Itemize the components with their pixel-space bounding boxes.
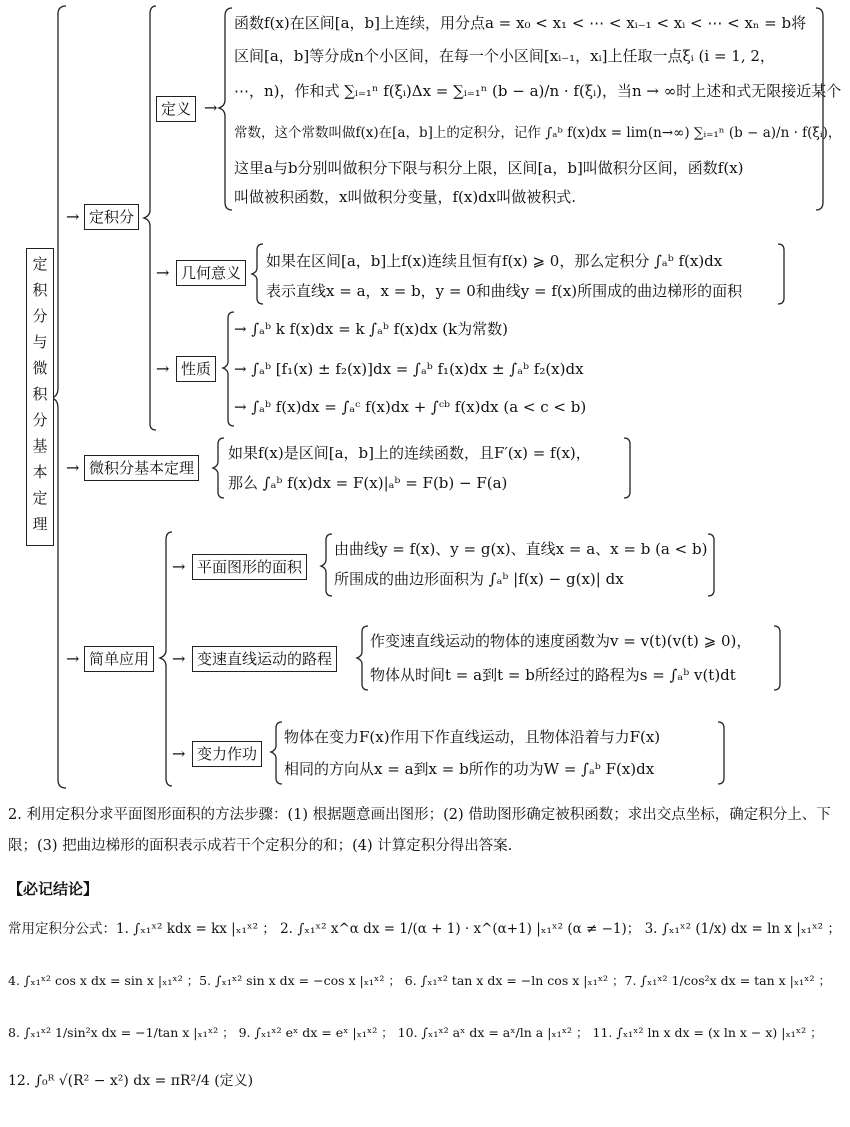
node-fundamental-theorem: 微积分基本定理	[84, 455, 199, 481]
arrow: →	[66, 458, 80, 477]
root-char: 本	[32, 463, 48, 481]
section-title: 【必记结论】	[8, 880, 99, 898]
node-applications: 简单应用	[84, 646, 154, 672]
node-variable-motion: 变速直线运动的路程	[192, 646, 337, 672]
node-geometric-meaning: 几何意义	[176, 260, 246, 286]
property-item: → ∫ₐᵇ k f(x)dx = k ∫ₐᵇ f(x)dx (k为常数)	[234, 320, 509, 338]
geometric-line: 如果在区间[a，b]上f(x)连续且恒有f(x) ⩾ 0，那么定积分 ∫ₐᵇ f(x)dx	[266, 252, 723, 270]
arrow: →	[156, 263, 170, 282]
arrow: →	[172, 649, 186, 668]
node-definition: 定义	[156, 96, 196, 122]
node-definite-integral: 定积分	[84, 204, 139, 230]
arrow: →	[66, 649, 80, 668]
theorem-line: 如果f(x)是区间[a，b]上的连续函数，且F′(x) = f(x)，	[228, 444, 591, 462]
formula-line: 4. ∫ₓ₁ˣ² cos x dx = sin x |ₓ₁ˣ² ；5. ∫ₓ₁ˣ² sin x dx = −cos x |ₓ₁ˣ² ； 6. ∫ₓ₁ˣ² tan x dx = −ln cos x |ₓ₁ˣ² ；7. ∫ₓ₁ˣ² 1/cos²x dx = tan x |ₓ₁ˣ² ；	[8, 973, 831, 988]
theorem-line: 那么 ∫ₐᵇ f(x)dx = F(x)|ₐᵇ = F(b) − F(a)	[228, 474, 508, 492]
property-item: → ∫ₐᵇ f(x)dx = ∫ₐᶜ f(x)dx + ∫ᶜᵇ f(x)dx (a < c < b)	[234, 398, 587, 416]
formula-line: 常用定积分公式：1. ∫ₓ₁ˣ² kdx = kx |ₓ₁ˣ² ； 2. ∫ₓ₁ˣ² x^α dx = 1/(α + 1) · x^(α+1) |ₓ₁ˣ² (α ≠ −1)； 3. ∫ₓ₁ˣ² (1/x) dx = ln x |ₓ₁ˣ² ；	[8, 921, 841, 937]
root-char: 微	[32, 359, 48, 377]
definition-line: 函数f(x)在区间[a，b]上连续，用分点a = x₀ < x₁ < ⋯ < xᵢ₋₁ < xᵢ < ⋯ < xₙ = b将	[234, 14, 807, 32]
plane-area-line: 所围成的曲边形面积为 ∫ₐᵇ |f(x) − g(x)| dx	[334, 570, 624, 588]
formula-line: 12. ∫₀ᴿ √(R² − x²) dx = πR²/4 (定义)	[8, 1073, 254, 1089]
property-item: → ∫ₐᵇ [f₁(x) ± f₂(x)]dx = ∫ₐᵇ f₁(x)dx ± ∫ₐᵇ f₂(x)dx	[234, 360, 584, 378]
geometric-line: 表示直线x = a，x = b，y = 0和曲线y = f(x)所围成的曲边梯形的面积	[266, 282, 743, 300]
arrow: →	[172, 744, 186, 763]
method-paragraph: 2. 利用定积分求平面图形面积的方法步骤：(1) 根据题意画出图形；(2) 借助图形确定被积函数；求出交点坐标，确定积分上、下限；(3) 把曲边梯形的面积表示成若干个定积分的和；(4) 计算定积分得出答案.	[8, 807, 831, 854]
node-properties: 性质	[176, 356, 216, 382]
root-char: 理	[32, 515, 48, 533]
formula-line: 8. ∫ₓ₁ˣ² 1/sin²x dx = −1/tan x |ₓ₁ˣ² ； 9. ∫ₓ₁ˣ² eˣ dx = eˣ |ₓ₁ˣ² ； 10. ∫ₓ₁ˣ² aˣ dx = aˣ/ln a |ₓ₁ˣ² ； 11. ∫ₓ₁ˣ² ln x dx = (x ln x − x) |ₓ₁ˣ² ；	[8, 1025, 823, 1040]
arrow: →	[204, 98, 218, 117]
node-plane-area: 平面图形的面积	[192, 554, 307, 580]
arrow: →	[172, 557, 186, 576]
root-char: 与	[32, 333, 48, 351]
root-char: 定	[32, 489, 48, 507]
definition-line: 叫做被积函数，x叫做积分变量，f(x)dx叫做被积式.	[234, 188, 577, 206]
definition-line: ⋯，n)，作和式 ∑ᵢ₌₁ⁿ f(ξᵢ)Δx = ∑ᵢ₌₁ⁿ (b − a)/n · f(ξᵢ)，当n → ∞时上述和式无限接近某个	[234, 82, 842, 100]
root-char: 分	[32, 307, 48, 325]
root-topic-text	[27, 251, 53, 537]
definition-line: 这里a与b分别叫做积分下限与积分上限，区间[a，b]叫做积分区间，函数f(x)	[234, 159, 744, 177]
root-char: 积	[32, 281, 48, 299]
plane-area-line: 由曲线y = f(x)、y = g(x)、直线x = a、x = b (a < b)	[334, 540, 708, 558]
node-variable-force-work: 变力作功	[192, 741, 262, 767]
root-char: 基	[32, 437, 48, 455]
variable-motion-line: 物体从时间t = a到t = b所经过的路程为s = ∫ₐᵇ v(t)dt	[370, 666, 736, 684]
root-char: 定	[32, 255, 48, 273]
variable-motion-line: 作变速直线运动的物体的速度函数为v = v(t)(v(t) ⩾ 0)，	[370, 632, 752, 650]
definition-line: 常数，这个常数叫做f(x)在[a，b]上的定积分，记作 ∫ₐᵇ f(x)dx = lim(n→∞) ∑ᵢ₌₁ⁿ (b − a)/n · f(ξᵢ)，	[234, 125, 842, 141]
root-char: 积	[32, 385, 48, 403]
variable-force-line: 物体在变力F(x)作用下作直线运动，且物体沿着与力F(x)	[284, 728, 661, 746]
root-char: 分	[32, 411, 48, 429]
arrow: →	[66, 207, 80, 226]
arrow: →	[156, 359, 170, 378]
definition-line: 区间[a，b]等分成n个小区间，在每一个小区间[xᵢ₋₁，xᵢ]上任取一点ξᵢ (i = 1, 2，	[234, 47, 775, 65]
root-topic	[26, 248, 54, 546]
variable-force-line: 相同的方向从x = a到x = b所作的功为W = ∫ₐᵇ F(x)dx	[284, 760, 655, 778]
